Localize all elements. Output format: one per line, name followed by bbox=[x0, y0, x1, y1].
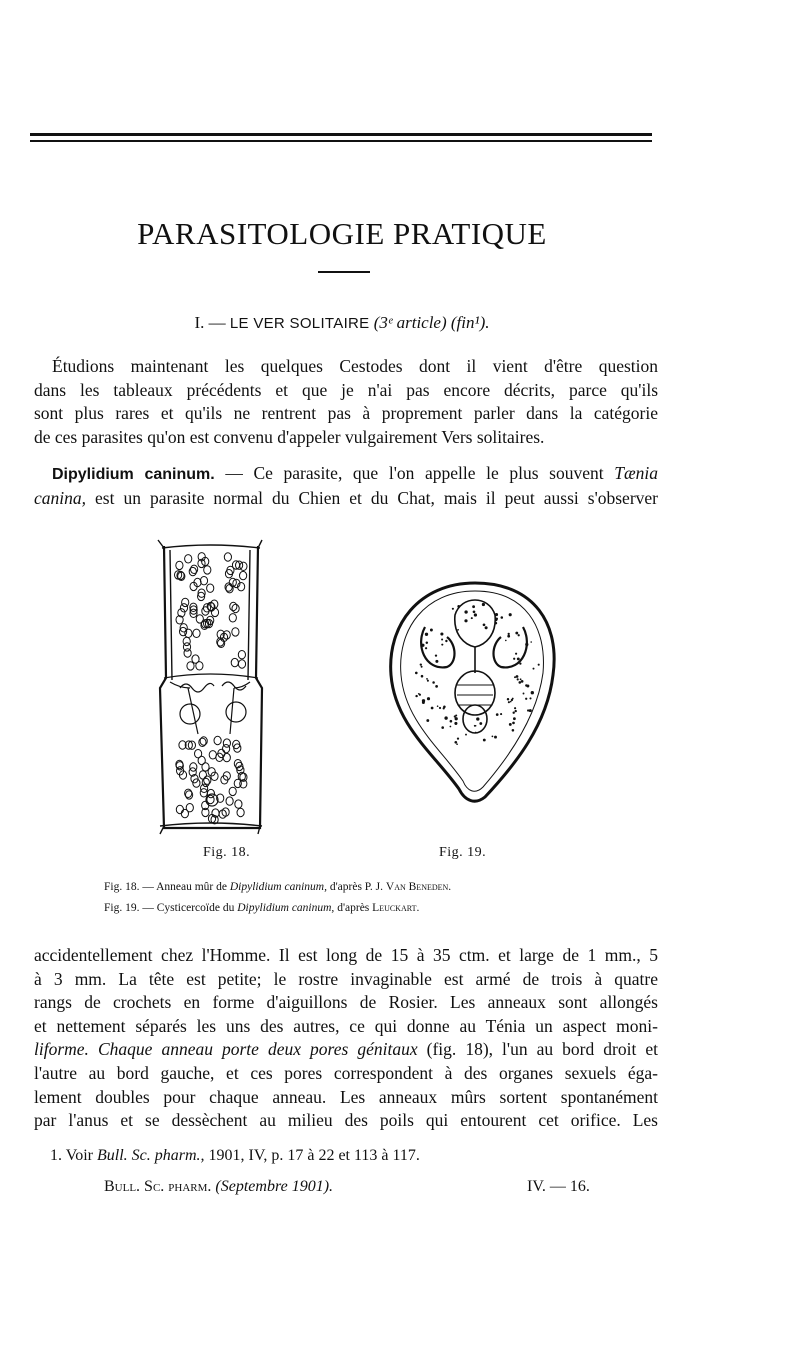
caption-text: d'après bbox=[334, 902, 373, 914]
caption-species: Dipylidium caninum, bbox=[229, 881, 327, 893]
dipylidium-line bbox=[34, 487, 658, 511]
caption-text: Fig. 19. — Cysticercoïde du bbox=[104, 902, 238, 914]
body-line: lement doubles pour chaque anneau. Les anneaux mûrs sortent spontanément bbox=[34, 1086, 658, 1107]
section-heading bbox=[0, 313, 684, 333]
intro-line: de ces parasites qu'on est convenu d'appeler vulgairement Vers solitaires. bbox=[34, 426, 545, 447]
caption-author: Leuckart. bbox=[372, 902, 420, 914]
body-line: à 3 mm. La tête est petite; le rostre invaginable est armé de trois à quatre bbox=[34, 968, 658, 989]
caption-figure-18 bbox=[104, 881, 451, 893]
footnote bbox=[50, 1147, 420, 1165]
footnote-journal: Bull. Sc. pharm., bbox=[96, 1147, 205, 1164]
footnote-text: 1901, IV, p. 17 à 22 et 113 à 117. bbox=[204, 1147, 420, 1164]
footnote-text: Voir bbox=[62, 1147, 97, 1164]
dipylidium-italic: Tænia bbox=[614, 463, 659, 483]
figure-19-label: Fig. 19. bbox=[439, 845, 487, 860]
footnote-number: 1. bbox=[50, 1147, 62, 1164]
section-numeral: I. — bbox=[194, 313, 226, 332]
dipylidium-italic: canina, bbox=[34, 487, 87, 508]
caption-text: d'après P. J. bbox=[326, 881, 386, 893]
figure-18-label: Fig. 18. bbox=[203, 845, 251, 860]
footer-journal-name: Bull. Sc. pharm. bbox=[104, 1178, 212, 1195]
body-italic: liforme. Chaque anneau porte deux pores génitaux bbox=[34, 1039, 418, 1060]
dipylidium-text: est un parasite normal du Chien et du Chat, mais il peut aussi s'observer bbox=[86, 487, 658, 508]
header-rule-top bbox=[30, 133, 652, 136]
title-rule bbox=[318, 271, 370, 273]
dipylidium-paragraph bbox=[34, 462, 658, 510]
intro-line: sont plus rares et qu'ils ne rentrent pas à proprement parler dans la catégorie bbox=[34, 403, 658, 424]
body-line: par l'anus et se dessèchent au milieu des poils qui entourent cet orifice. Les bbox=[34, 1110, 658, 1131]
body-line: rangs de crochets en forme d'aiguillons de Rosier. Les anneaux sont allongés bbox=[34, 992, 658, 1013]
dipylidium-text: — Ce parasite, que l'on appelle le plus souvent bbox=[214, 463, 615, 483]
footer-page-number: IV. — 16. bbox=[527, 1178, 590, 1195]
dipylidium-line bbox=[34, 462, 658, 487]
figure-19-cysticercoid bbox=[385, 575, 565, 805]
body-line: accidentellement chez l'Homme. Il est long de 15 à 35 ctm. et large de 1 mm., 5 bbox=[34, 945, 658, 965]
intro-paragraph bbox=[34, 355, 658, 449]
body-line: et nettement séparés les uns des autres, ce qui donne au Ténia un aspect moni- bbox=[34, 1015, 658, 1036]
section-article: (3ᵉ article) bbox=[373, 313, 447, 332]
header-rule-bottom bbox=[30, 140, 652, 142]
footer-date: (Septembre 1901). bbox=[215, 1178, 334, 1195]
species-heading: Dipylidium caninum. bbox=[52, 466, 215, 483]
body-line bbox=[34, 1038, 658, 1062]
section-name: LE VER SOLITAIRE bbox=[229, 315, 370, 332]
caption-author: Van Beneden. bbox=[385, 881, 452, 893]
intro-line: dans les tableaux précédents et que je n'ai pas encore décrits, parce qu'ils bbox=[34, 379, 658, 400]
caption-text: Fig. 18. — Anneau mûr de bbox=[104, 881, 230, 893]
section-fin: (fin¹). bbox=[450, 313, 490, 332]
intro-line: Étudions maintenant les quelques Cestodes dont il vient d'être question bbox=[52, 356, 658, 376]
body-line: l'autre au bord gauche, et ces pores correspondent à des organes sexuels éga- bbox=[34, 1062, 658, 1083]
caption-figure-19 bbox=[104, 902, 419, 914]
footer-journal bbox=[104, 1178, 333, 1196]
body-paragraph bbox=[34, 944, 658, 1133]
body-text: (fig. 18), l'un au bord droit et bbox=[417, 1039, 658, 1060]
caption-species: Dipylidium caninum, bbox=[237, 902, 335, 914]
page-title: PARASITOLOGIE PRATIQUE bbox=[137, 216, 547, 251]
figure-18-proglottid bbox=[150, 538, 280, 838]
